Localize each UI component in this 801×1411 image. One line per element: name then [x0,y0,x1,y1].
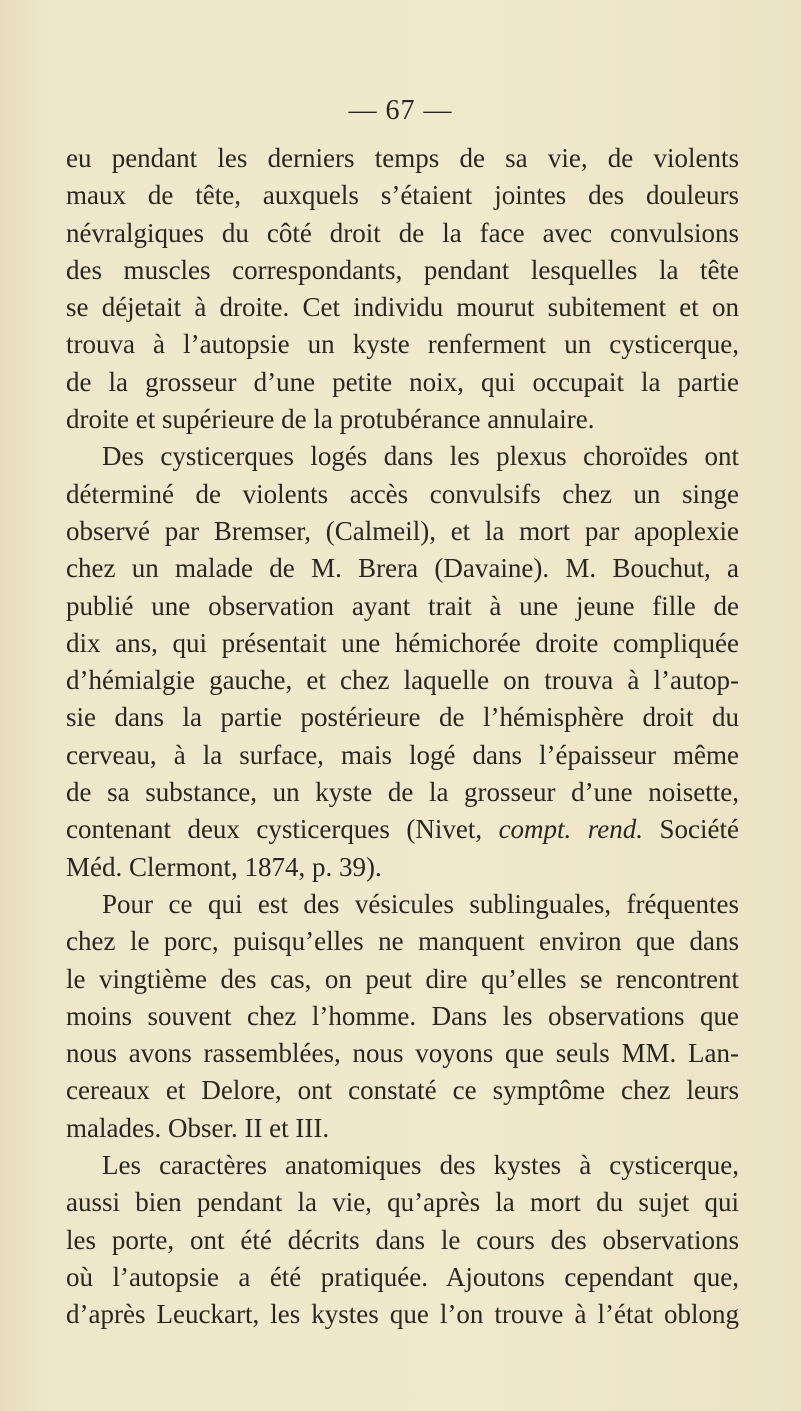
text-line: de sa substance, un kyste de la grosseur d’une noisette, [66,777,739,808]
text-line: les porte, ont été décrits dans le cours des observations [66,1224,739,1255]
text-line: eu pendant les derniers temps de sa vie, de violents [66,143,739,173]
text-line: névralgiques du côté droit de la face avec convulsions [66,217,739,248]
body-text [66,140,739,1334]
text-line: trouva à l’autopsie un kyste renferment un cysticerque, [66,329,739,360]
text-line: cerveau, à la surface, mais logé dans l’épaisseur même [66,739,739,770]
text-line: chez le porc, puisqu’elles ne manquent environ que dans [66,926,739,957]
text-line: droite et supérieure de la protubérance annulaire. [66,404,595,435]
text-line: Méd. Clermont, 1874, p. 39). [66,851,382,882]
text-line: cereaux et Delore, ont constaté ce symptôme chez leurs [66,1075,739,1106]
text-line: dix ans, qui présentait une hémichorée droite compliquée [66,627,739,658]
text-line: observé par Bremser, (Calmeil), et la mort par apoplexie [66,515,739,546]
text-line: sie dans la partie postérieure de l’hémisphère droit du [66,702,739,733]
text-line: malades. Obser. II et III. [66,1112,330,1143]
text-line: d’hémialgie gauche, et chez laquelle on trouva à l’autop- [66,665,739,696]
text-line: moins souvent chez l’homme. Dans les observations que [66,1000,739,1031]
text-line: le vingtième des cas, on peut dire qu’elles se rencontrent [66,963,739,994]
text-line: des muscles correspondants, pendant lesquelles la tête [66,254,739,285]
text-line: chez un malade de M. Brera (Davaine). M. Bouchut, a [66,553,739,584]
page-number: — 67 — [348,95,453,126]
text-line: publié une observation ayant trait à une jeune fille de [66,590,739,621]
text-line: maux de tête, auxquels s’étaient jointes des douleurs [66,180,739,211]
text-line: Pour ce qui est des vésicules sublinguales, fréquentes [102,888,739,919]
text-line: se déjetait à droite. Cet individu mourut subitement et on [66,292,739,323]
text-line: déterminé de violents accès convulsifs chez un singe [66,478,739,509]
text-line: de la grosseur d’une petite noix, qui occupait la partie [66,366,739,397]
text-line: contenant deux cysticerques (Nivet, compt. rend. Société [66,814,739,845]
text-line: où l’autopsie a été pratiquée. Ajoutons cependant que, [66,1261,739,1292]
text-line: nous avons rassemblées, nous voyons que seuls MM. Lan- [66,1038,739,1069]
text-line: Les caractères anatomiques des kystes à cysticerque, [102,1150,739,1181]
text-line: d’après Leuckart, les kystes que l’on trouve à l’état oblong [66,1299,739,1330]
text-line: aussi bien pendant la vie, qu’après la mort du sujet qui [66,1187,739,1218]
italic-citation: compt. rend. [498,814,644,845]
text-line: Des cysticerques logés dans les plexus choroïdes ont [102,441,739,472]
